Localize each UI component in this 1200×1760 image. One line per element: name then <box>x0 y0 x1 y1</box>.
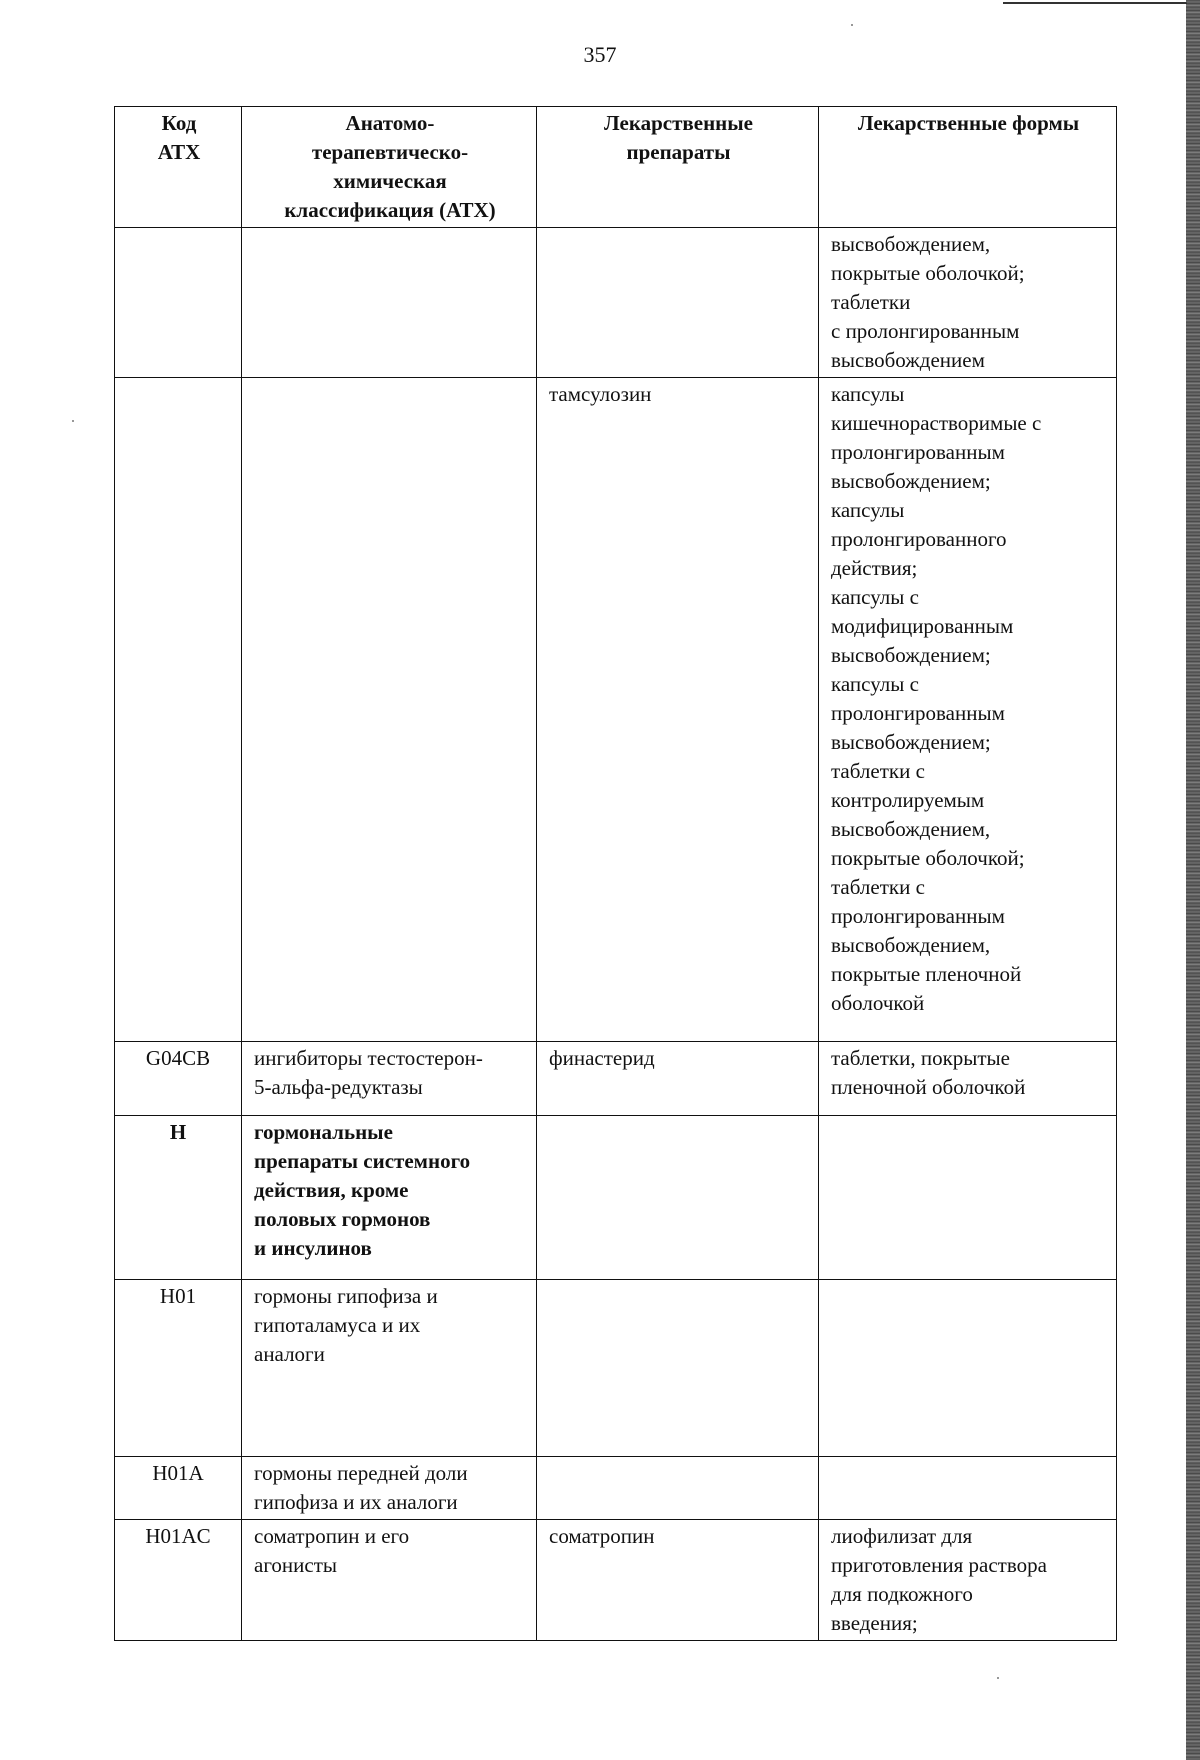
page-number: 357 <box>583 42 617 67</box>
cell-code: H01A <box>115 1457 242 1520</box>
cell-code <box>115 228 242 378</box>
cell-code <box>115 378 242 1042</box>
cell-code: H01AC <box>115 1520 242 1641</box>
scan-top-rule <box>1003 2 1187 4</box>
cell-forms: таблетки, покрытые пленочной оболочкой <box>819 1042 1117 1116</box>
cell-classification: ингибиторы тестостерон- 5-альфа-редуктазы <box>242 1042 537 1116</box>
cell-forms <box>819 1116 1117 1280</box>
cell-drug: тамсулозин <box>537 378 819 1042</box>
table-row <box>115 1280 1117 1457</box>
table-row <box>115 1457 1117 1520</box>
cell-forms <box>819 1280 1117 1457</box>
cell-classification: гормоны передней доли гипофиза и их аналоги <box>242 1457 537 1520</box>
cell-code: G04CB <box>115 1042 242 1116</box>
cell-drug <box>537 1280 819 1457</box>
cell-drug <box>537 228 819 378</box>
cell-classification: гормональные препараты системного действия, кроме половых гормонов и инсулинов <box>242 1116 537 1280</box>
cell-forms: высвобождением, покрытые оболочкой; таблетки с пролонгированным высвобождением <box>819 228 1117 378</box>
cell-drug: финастерид <box>537 1042 819 1116</box>
table-row <box>115 1042 1117 1116</box>
table-row <box>115 1520 1117 1641</box>
cell-drug <box>537 1457 819 1520</box>
scan-speck <box>72 420 74 422</box>
scan-speck <box>997 1677 999 1679</box>
cell-forms: лиофилизат для приготовления раствора для подкожного введения; <box>819 1520 1117 1641</box>
cell-forms <box>819 1457 1117 1520</box>
cell-drug: соматропин <box>537 1520 819 1641</box>
cell-forms: капсулы кишечнорастворимые с пролонгированным высвобождением; капсулы пролонгированного действия; капсулы с модифицированным высвобождением; капсулы с пролонгированным высвобождением; таблетки с контролируемым высвобождением, покрытые оболочкой; таблетки с пролонгированным высвобождением, покрытые пленочной оболочкой <box>819 378 1117 1042</box>
cell-classification: гормоны гипофиза и гипоталамуса и их аналоги <box>242 1280 537 1457</box>
cell-code: H01 <box>115 1280 242 1457</box>
cell-classification <box>242 378 537 1042</box>
header-drugs: Лекарственные препараты <box>537 107 819 228</box>
atc-table <box>114 106 1117 1641</box>
scan-speck <box>851 24 853 26</box>
cell-classification <box>242 228 537 378</box>
header-atc-classification: Анатомо- терапевтическо- химическая классификация (АТХ) <box>242 107 537 228</box>
cell-classification: соматропин и его агонисты <box>242 1520 537 1641</box>
table-header-row <box>115 107 1117 228</box>
table-row <box>115 1116 1117 1280</box>
scan-edge-artifact <box>1186 0 1200 1760</box>
table-row <box>115 228 1117 378</box>
cell-code: H <box>115 1116 242 1280</box>
cell-drug <box>537 1116 819 1280</box>
header-atc-code: Код АТХ <box>115 107 242 228</box>
table-row <box>115 378 1117 1042</box>
header-dosage-forms: Лекарственные формы <box>819 107 1117 228</box>
